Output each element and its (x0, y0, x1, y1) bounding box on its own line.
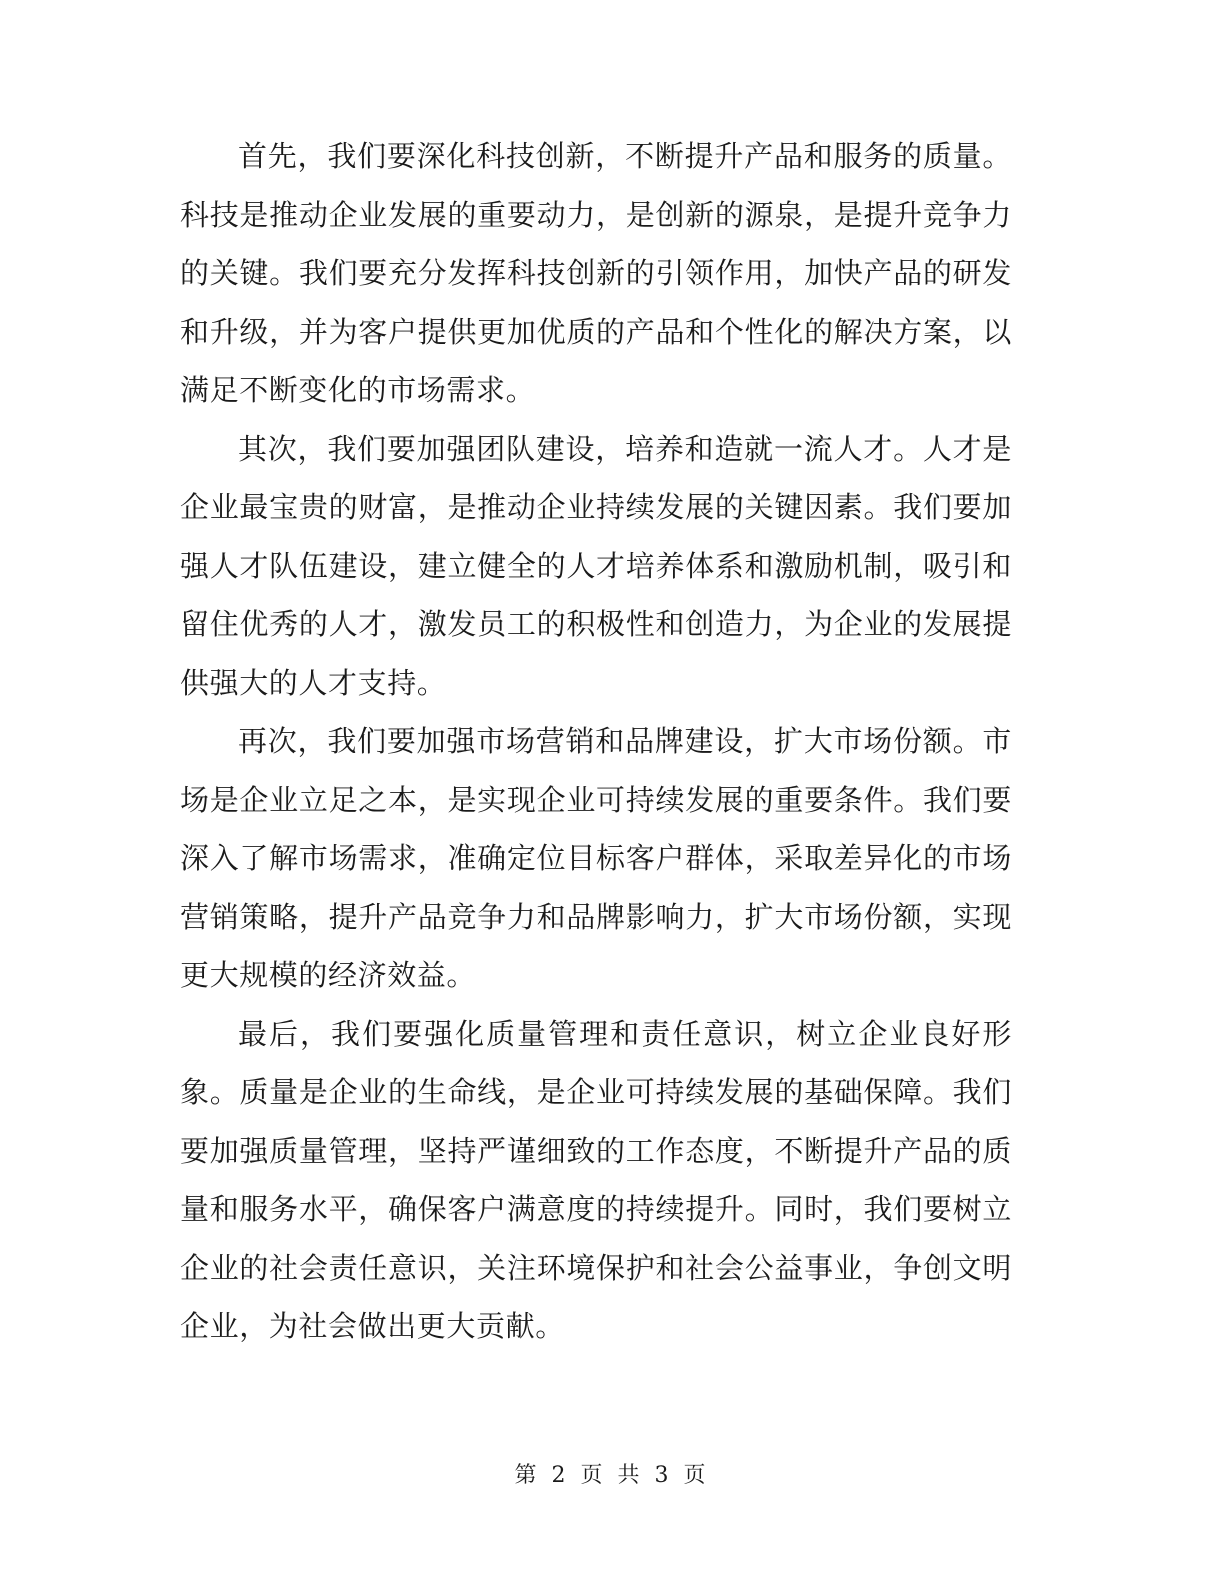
paragraph-3: 再次，我们要加强市场营销和品牌建设，扩大市场份额。市场是企业立足之本，是实现企业可持续发展的重要条件。我们要深入了解市场需求，准确定位目标客户群体，采取差异化的市场营销策略，提升产品竞争力和品牌影响力，扩大市场份额，实现更大规模的经济效益。 (180, 724, 1012, 992)
page-number-footer: 第 2 页 共 3 页 (514, 1463, 710, 1488)
paragraph-1: 首先，我们要深化科技创新，不断提升产品和服务的质量。科技是推动企业发展的重要动力，是创新的源泉，是提升竞争力的关键。我们要充分发挥科技创新的引领作用，加快产品的研发和升级，并为客户提供更加优质的产品和个性化的解决方案，以满足不断变化的市场需求。 (180, 139, 1012, 407)
paragraph-4: 最后，我们要强化质量管理和责任意识，树立企业良好形象。质量是企业的生命线，是企业可持续发展的基础保障。我们要加强质量管理，坚持严谨细致的工作态度，不断提升产品的质量和服务水平，确保客户满意度的持续提升。同时，我们要树立企业的社会责任意识，关注环境保护和社会公益事业，争创文明企业，为社会做出更大贡献。 (180, 1016, 1012, 1343)
document-body (180, 127, 1012, 1356)
paragraph-2: 其次，我们要加强团队建设，培养和造就一流人才。人才是企业最宝贵的财富，是推动企业持续发展的关键因素。我们要加强人才队伍建设，建立健全的人才培养体系和激励机制，吸引和留住优秀的人才，激发员工的积极性和创造力，为企业的发展提供强大的人才支持。 (180, 431, 1012, 700)
